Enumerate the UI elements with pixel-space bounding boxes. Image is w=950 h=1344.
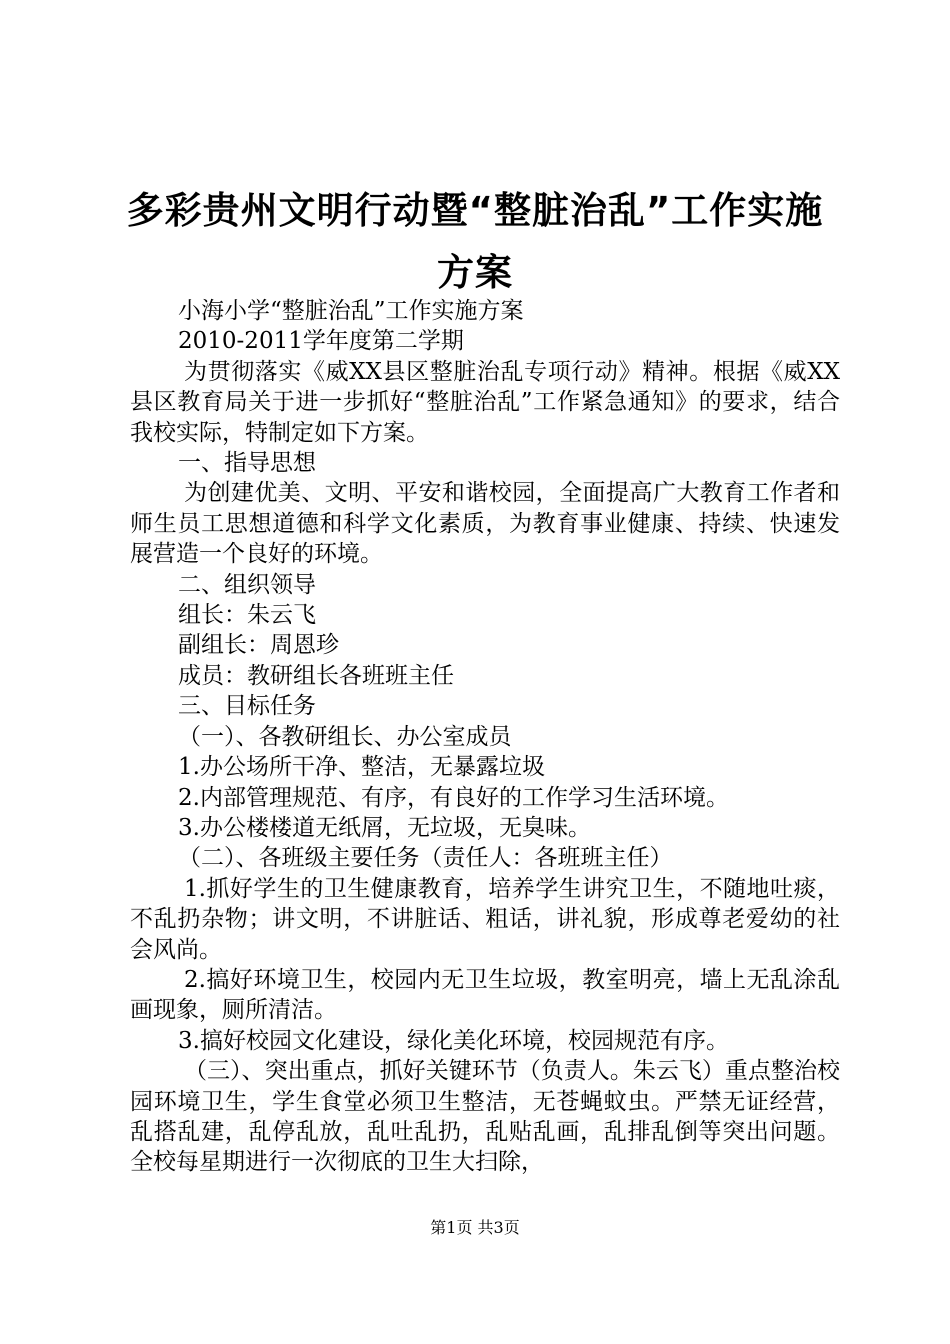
paragraph-team-leader: 组长：朱云飞 [178,602,316,629]
paragraph-deputy-leader: 副组长：周恩珍 [178,632,339,659]
section-heading-guiding-thought: 一、指导思想 [178,450,316,477]
list-item-office-3: 3.办公楼楼道无纸屑，无垃圾，无臭味。 [178,814,591,841]
list-item-office-2: 2.内部管理规范、有序，有良好的工作学习生活环境。 [178,784,729,811]
document-title: 多彩贵州文明行动暨“整脏治乱”工作实施方案 [126,189,824,294]
page-indicator: 第1页 共3页 [430,1218,520,1237]
paragraph-school-plan-title: 小海小学“整脏治乱”工作实施方案 [178,298,524,324]
paragraph-guiding-thought: 为创建优美、文明、平安和谐校园，全面提高广大教育工作者和师生员工思想道德和科学文化素质，为教育事业健康、持续、快速发展营造一个良好的环境。 [130,480,840,568]
list-item-classes-2: 2.搞好环境卫生，校园内无卫生垃圾，教室明亮，墙上无乱涂乱画现象，厕所清洁。 [130,966,840,1024]
list-item-office-1: 1.办公场所干净、整洁，无暴露垃圾 [178,754,545,781]
paragraph-intro: 为贯彻落实《威XX县区整脏治乱专项行动》精神。根据《威XX县区教育局关于进一步抓好“整脏治乱”工作紧急通知》的要求，结合我校实际，特制定如下方案。 [130,358,840,446]
document-body [130,296,840,1178]
section-heading-organization: 二、组织领导 [178,571,316,598]
list-item-classes-1: 1.抓好学生的卫生健康教育，培养学生讲究卫生，不随地吐痰，不乱扔杂物；讲文明，不讲脏话、粗话，讲礼貌，形成尊老爱幼的社会风尚。 [130,875,840,963]
paragraph-members: 成员：教研组长各班班主任 [178,662,454,689]
subsection-heading-classes: （二）、各班级主要任务（责任人：各班班主任） [178,845,673,872]
section-heading-goals: 三、目标任务 [178,693,316,720]
subsection-key-focus: （三）、突出重点，抓好关键环节（负责人。朱云飞）重点整治校园环境卫生，学生食堂必须卫生整洁，无苍蝇蚊虫。严禁无证经营，乱搭乱建，乱停乱放，乱吐乱扔，乱贴乱画，乱排乱倒等突出问题。全校每星期进行一次彻底的卫生大扫除， [130,1058,840,1176]
subsection-heading-office: （一）、各教研组长、办公室成员 [178,723,512,750]
paragraph-semester: 2010-2011学年度第二学期 [178,328,464,355]
list-item-classes-3: 3.搞好校园文化建设，绿化美化环境，校园规范有序。 [178,1027,729,1054]
